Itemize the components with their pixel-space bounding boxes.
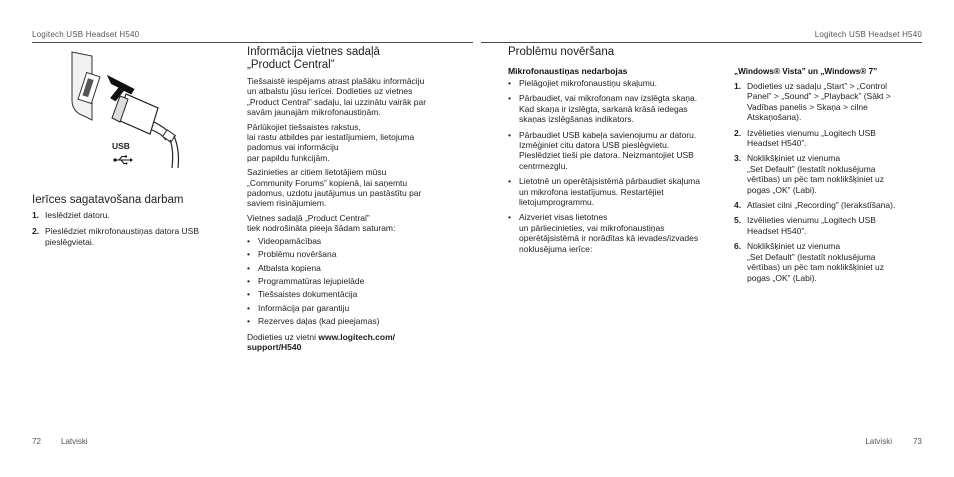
troubleshooting-list <box>508 78 704 254</box>
list-item: • Videopamācības <box>247 236 429 246</box>
setup-step: 1. Ieslēdziet datoru. <box>32 210 110 220</box>
usb-connection-illustration <box>62 50 212 170</box>
windows-step: 6. Noklikšķiniet uz vienuma „Set Default” (Iestatīt noklusējuma vērtības) un pēc tam noklikšķiniet uz pogas „OK” (Labi). <box>734 241 885 283</box>
info-paragraph-4: Vietnes sadaļā „Product Central” tiek nodrošināta pieeja šādam saturam: <box>247 212 396 234</box>
windows-step: 3. Noklikšķiniet uz vienuma „Set Default” (Iestatīt noklusējuma vērtības) un pēc tam noklikšķiniet uz pogas „OK” (Labi). <box>734 153 885 195</box>
visit-text: Dodieties uz vietni www.logitech.com/ support/H540 <box>247 331 396 352</box>
list-item: • Lietotnē un operētājsistēmā pārbaudiet skaļuma un mikrofona iestatījumus. Restartējiet lietojumprogrammu. <box>508 176 704 207</box>
windows-step: 4. Atlasiet cilni „Recording” (Ierakstīšana). <box>734 200 896 211</box>
support-link[interactable]: www.logitech.com/ support/H540 <box>247 331 396 352</box>
windows-section <box>734 66 906 283</box>
list-item: • Pārbaudiet USB kabeļa savienojumu ar datoru. Izmēģiniet citu datora USB pieslēgvietu. Pieslēdziet tieši pie datora. Neizmantojiet USB centrmezglu. <box>508 130 704 172</box>
header-rule-right <box>481 42 922 43</box>
setup-step: 2. Pieslēdziet mikrofonaustiņas datora USB pieslēgvietai. <box>32 226 200 247</box>
windows-title: „Windows® Vista” un „Windows® 7” <box>734 67 878 76</box>
list-item: • Informācija par garantiju <box>247 303 429 313</box>
usb-symbol-icon <box>113 152 133 170</box>
page-number-left: 72 <box>32 437 41 446</box>
list-item: • Pārbaudiet, vai mikrofonam nav izslēgta skaņa. Kad skaņa ir izslēgta, sarkanā krāsā iedegas skaņas izslēgšanas indikators. <box>508 93 704 124</box>
troubleshooting-subtitle: Mikrofonaustiņas nedarbojas <box>508 66 628 76</box>
setup-steps <box>32 210 217 247</box>
windows-step: 1. Dodieties uz sadaļu „Start” > „Control Panel” > „Sound” > „Playback” (Sākt > Vadības panelis > Skaņa > cilne Atskaņošana). <box>734 81 891 123</box>
list-item: • Tiešsaistes dokumentācija <box>247 289 429 299</box>
info-paragraph-3: Sazinieties ar citiem lietotājiem mūsu „Community Forums” kopienā, lai saņemtu padomus, uzdotu jautājumus un pastāstītu par saviem risinājumiem. <box>247 167 422 209</box>
list-item: • Rezerves daļas (kad pieejamas) <box>247 316 429 326</box>
usb-plug-icon <box>62 50 212 170</box>
usb-label: USB <box>112 141 130 151</box>
header-rule-left <box>32 42 473 43</box>
troubleshooting-section <box>508 46 704 254</box>
setup-section <box>32 194 217 247</box>
windows-step: 2. Izvēlieties vienumu „Logitech USB Headset H540”. <box>734 127 876 149</box>
info-paragraph-2: Pārlūkojiet tiešsaistes rakstus, lai rastu atbildes par iestatījumiem, lietojuma padomus vai informāciju par papildu funkcijām. <box>247 121 415 163</box>
product-central-list <box>247 236 429 327</box>
running-header-left: Logitech USB Headset H540 <box>32 30 140 39</box>
info-paragraph-1: Tiešsaistē iespējams atrast plašāku informāciju un atbalstu jūsu ierīcei. Dodieties uz vietnes „Product Central” sadaļu, lai uzzinātu vairāk par savām jaunajām mikrofonaustiņām. <box>247 76 427 118</box>
list-item: • Programmatūras lejupielāde <box>247 276 429 286</box>
page-number-right: 73 <box>913 437 922 446</box>
troubleshooting-title: Problēmu novēršana <box>508 46 615 58</box>
product-central-title: Informācija vietnes sadaļā „Product Central” <box>247 46 380 71</box>
product-central-section <box>247 46 429 352</box>
language-label-left: Latviski <box>61 437 88 446</box>
setup-title: Ierīces sagatavošana darbam <box>32 194 184 206</box>
list-item: • Problēmu novēršana <box>247 249 429 259</box>
language-label-right: Latviski <box>865 437 892 446</box>
list-item: • Atbalsta kopiena <box>247 263 429 273</box>
running-header-right: Logitech USB Headset H540 <box>814 30 922 39</box>
list-item: • Pielāgojiet mikrofonaustiņu skaļumu. <box>508 78 704 88</box>
list-item: • Aizveriet visas lietotnes un pārliecinieties, vai mikrofonaustiņas operētājsistēmā ir norādītas kā ievades/izvades noklusējuma ierīce: <box>508 212 704 254</box>
windows-step: 5. Izvēlieties vienumu „Logitech USB Headset H540”. <box>734 215 876 236</box>
windows-steps <box>734 81 906 283</box>
